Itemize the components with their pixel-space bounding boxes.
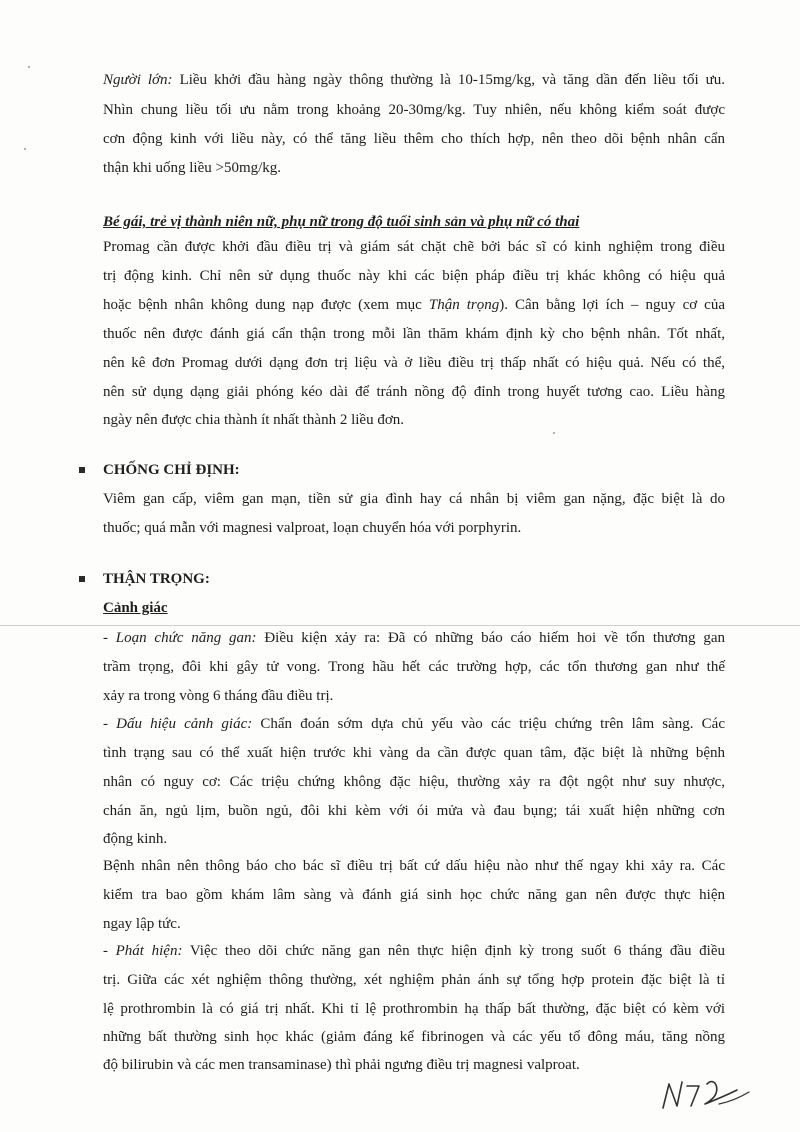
detect-line-1: - Phát hiện: Việc theo dõi chức năng gan nên thực hiện định kỳ trong suốt 6 tháng đầu điều <box>103 943 726 959</box>
contraindications-line-2: thuốc; quá mẫn với magnesi valproat, loạn chuyển hóa với porphyrin. <box>103 520 522 536</box>
scan-speck <box>28 66 30 68</box>
cross-reference-link: Thận trọng <box>428 297 500 313</box>
liver-line-1: - Loạn chức năng gan: Điều kiện xảy ra: Đã có những báo cáo hiếm hoi về tổn thương gan <box>103 630 725 646</box>
contraindications-heading: CHỐNG CHỈ ĐỊNH: <box>103 462 240 478</box>
notify-line-2: kiểm tra bao gồm khám lâm sàng và đánh giá sinh học chức năng gan nên được thực hiện <box>103 887 725 903</box>
notify-line-1: Bệnh nhân nên thông báo cho bác sĩ điều trị bất cứ dấu hiệu nào như thế ngay khi xảy ra. Các <box>103 858 725 874</box>
women-line-7: ngày nên được chia thành ít nhất thành 2 liều đơn. <box>103 412 405 428</box>
women-line-4: thuốc nên được đánh giá cẩn thận trong mỗi lần thăm khám định kỳ cho bệnh nhân. Tốt nhất, <box>103 326 725 342</box>
signs-line-3: nhân có nguy cơ: Các triệu chứng không đặc hiệu, thường xảy ra đột ngột như suy nhược, <box>103 774 725 790</box>
signs-line-2: tình trạng sau có thể xuất hiện trước khi vàng da cần được quan tâm, đặc biệt là những bệnh <box>103 745 725 761</box>
contraindications-line-1: Viêm gan cấp, viêm gan mạn, tiền sử gia đình hay cá nhân bị viêm gan nặng, đặc biệt là do <box>103 491 725 507</box>
women-line-3: hoặc bệnh nhân không dung nạp được (xem mục Thận trọng). Cân bằng lợi ích – nguy cơ của <box>103 297 725 313</box>
women-line-6: nên sử dụng dạng giải phóng kéo dài để tránh nồng độ đỉnh trong huyết tương cao. Liều hàng <box>103 384 725 400</box>
detect-line-2: trị. Giữa các xét nghiệm thông thường, xét nghiệm phản ánh sự tổng hợp protein đặc biệt là tỉ <box>103 972 725 988</box>
page-fold-line <box>0 625 800 626</box>
signs-line-5: động kinh. <box>103 831 168 847</box>
detect-line-4: những bất thường sinh học khác (giảm đáng kể fibrinogen và các yếu tố đông máu, tăng nồng <box>103 1029 725 1045</box>
liver-line-3: xảy ra trong vòng 6 tháng đầu điều trị. <box>103 688 334 704</box>
adult-dose-line-1: Người lớn: Liều khởi đầu hàng ngày thông thường là 10-15mg/kg, và tăng dần đến liều tối ưu. <box>103 72 726 88</box>
precautions-heading: THẬN TRỌNG: <box>103 571 210 587</box>
women-line-5: nên kê đơn Promag dưới dạng đơn trị liệu và ở liều điều trị thấp nhất có hiệu quả. Nếu có thể, <box>103 355 725 371</box>
women-section-heading: Bé gái, trẻ vị thành niên nữ, phụ nữ trong độ tuổi sinh sản và phụ nữ có thai <box>103 214 580 230</box>
adult-dose-line-3: cơn động kinh với liều này, có thể tăng liều thêm cho thích hợp, nên theo dõi bệnh nhân cẩn <box>103 131 725 147</box>
bullet-icon <box>79 467 85 473</box>
detect-line-3: lệ prothrombin là có giá trị nhất. Khi tỉ lệ prothrombin hạ thấp bất thường, đặc biệt có kèm với <box>103 1001 725 1017</box>
notify-line-3: ngay lập tức. <box>103 916 181 932</box>
scan-speck <box>24 148 26 150</box>
handwritten-signature-icon <box>655 1068 755 1118</box>
scan-speck <box>553 432 555 434</box>
signs-line-4: chán ăn, ngủ lịm, buồn ngủ, đôi khi kèm với ói mửa và đau bụng; tái xuất hiện những cơn <box>103 803 725 819</box>
adult-dose-line-2: Nhìn chung liều tối ưu nằm trong khoảng 20-30mg/kg. Tuy nhiên, nếu không kiểm soát được <box>103 102 725 118</box>
liver-line-2: trầm trọng, đôi khi gây tử vong. Trong hầu hết các trường hợp, các tổn thương gan như thế <box>103 659 725 675</box>
detect-line-5: độ bilirubin và các men transaminase) thì phải ngưng điều trị magnesi valproat. <box>103 1057 580 1073</box>
adult-dose-line-4: thận khi uống liều >50mg/kg. <box>103 160 282 176</box>
signs-line-1: - Dấu hiệu cảnh giác: Chẩn đoán sớm dựa chủ yếu vào các triệu chứng trên lâm sàng. Các <box>103 716 725 732</box>
bullet-icon <box>79 576 85 582</box>
women-line-2: trị động kinh. Chỉ nên sử dụng thuốc này khi các biện pháp điều trị khác không có hiệu quả <box>103 268 725 284</box>
warning-subheading: Cảnh giác <box>103 600 168 616</box>
women-line-1: Promag cần được khởi đầu điều trị và giám sát chặt chẽ bởi bác sĩ có kinh nghiệm trong điều <box>103 239 725 255</box>
